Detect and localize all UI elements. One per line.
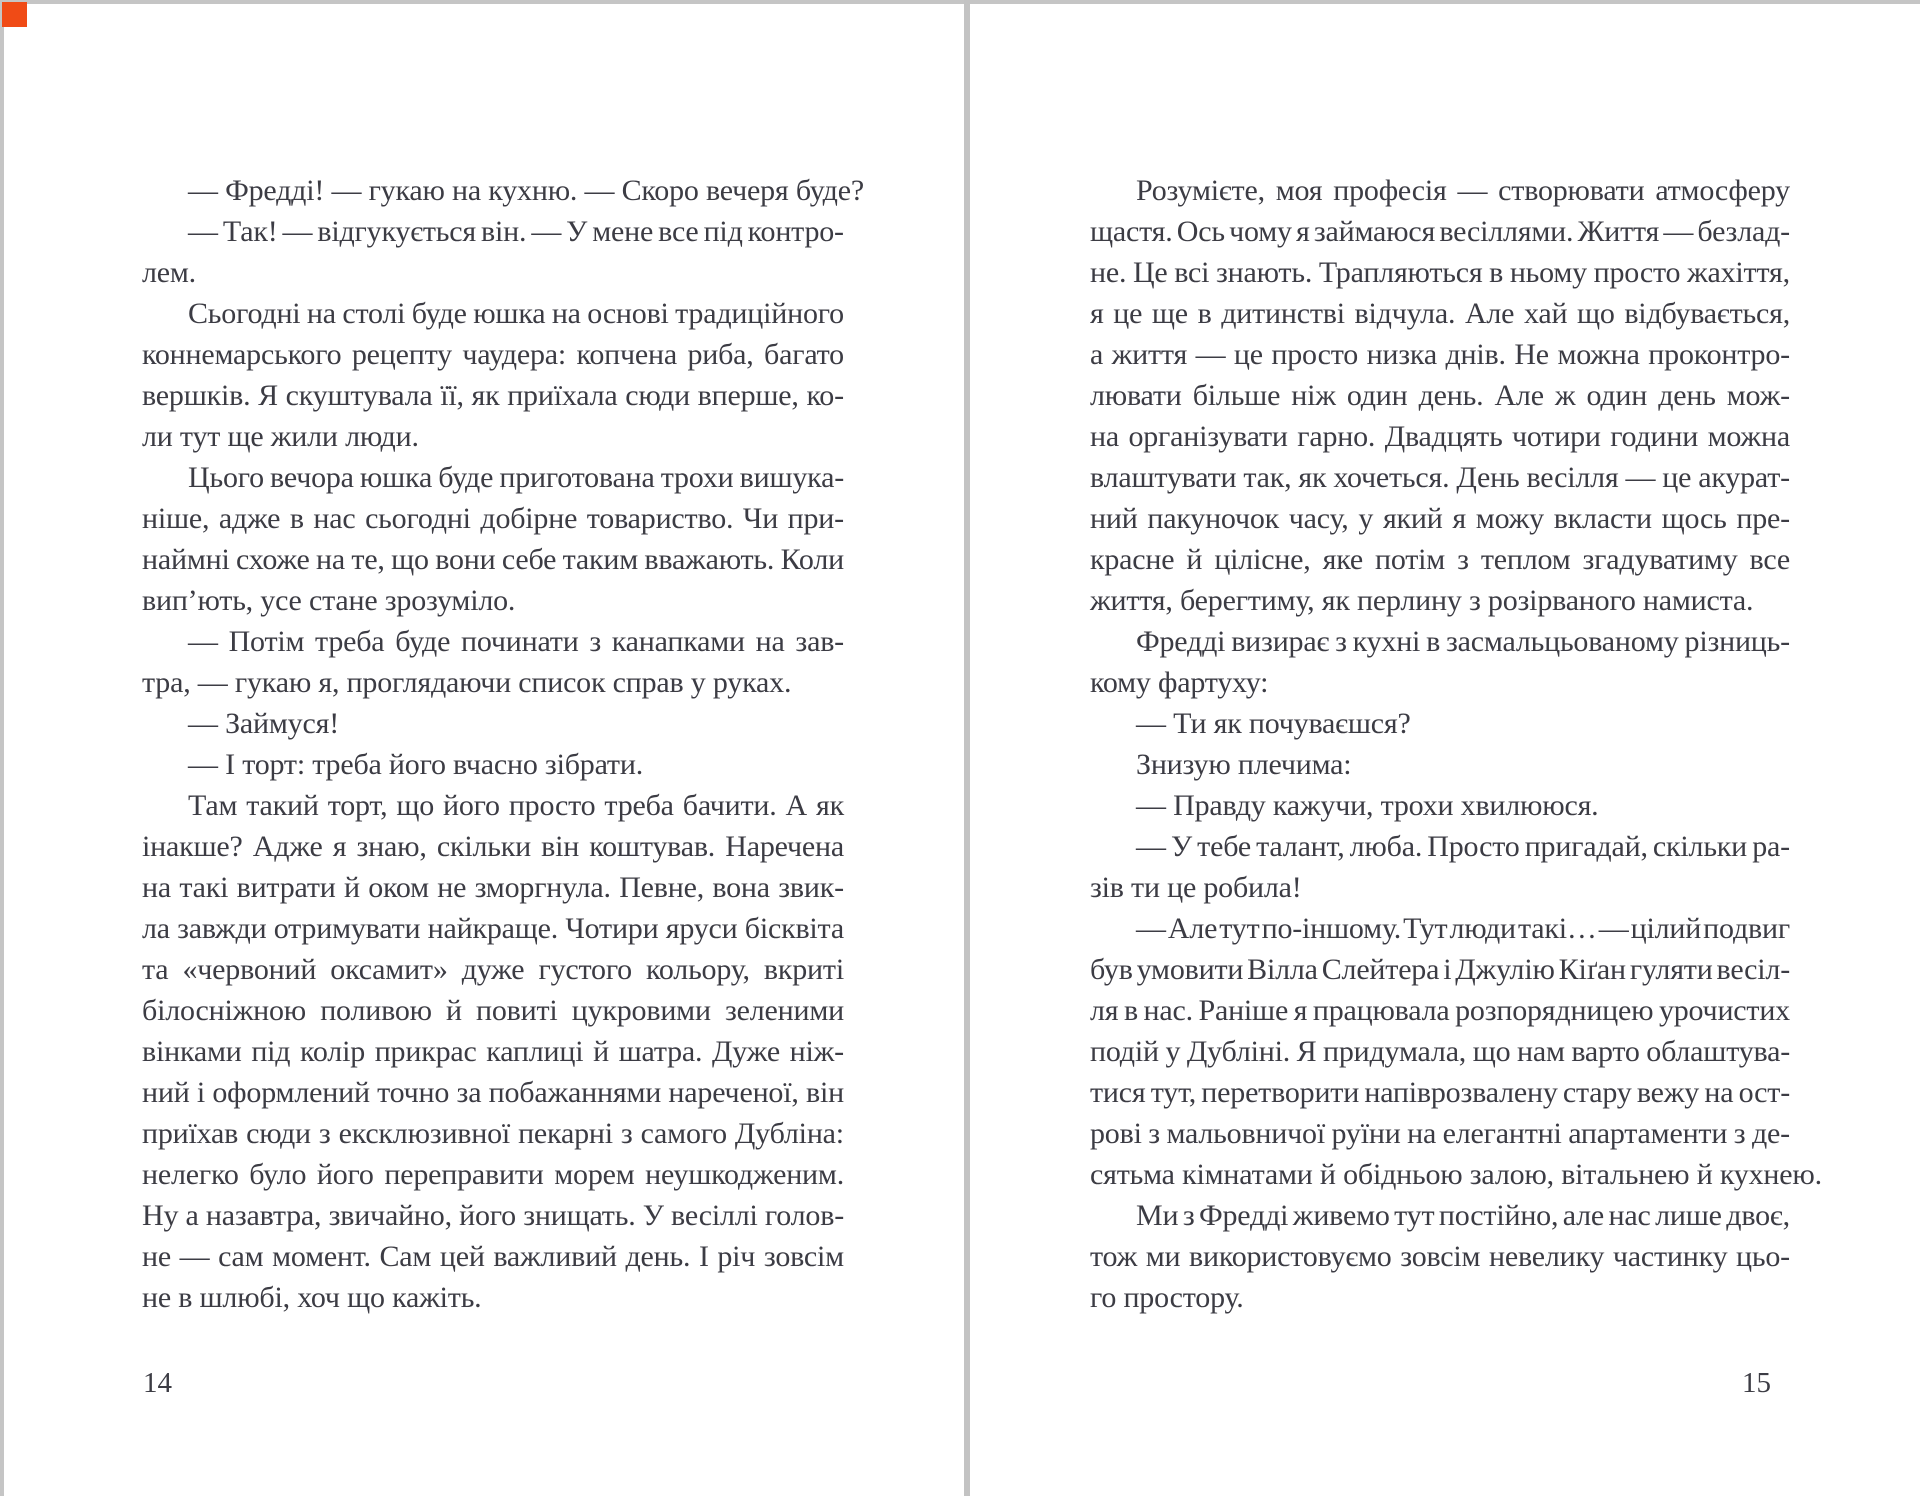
text-line: життя, берегтиму, як перлину з розірваного намиста.	[1090, 584, 1754, 617]
text-line: на організувати гарно. Двадцять чотири години можна	[1090, 420, 1790, 453]
text-line: вінками під колір прикрас каплиці й шатра. Дуже ніж-	[142, 1035, 844, 1068]
page-number-left: 14	[143, 1367, 172, 1399]
text-line: щастя. Ось чому я займаюся весіллями. Життя — безлад-	[1090, 215, 1790, 248]
text-line: та «червоний оксамит» дуже густого кольору, вкриті	[142, 953, 844, 986]
text-line: Ми з Фредді живемо тут постійно, але нас лише двоє,	[1136, 1199, 1790, 1232]
text-line: красне й цілісне, яке потім з теплом згадуватиму все	[1090, 543, 1790, 576]
text-line: рові з мальовничої руїни на елегантні апартаменти з де-	[1090, 1117, 1790, 1150]
text-line: Розумієте, моя професія — створювати атмосферу	[1136, 174, 1790, 207]
text-line: білосніжною поливою й повиті цукровими зеленими	[142, 994, 844, 1027]
orange-corner-marker	[2, 2, 27, 27]
text-line: Там такий торт, що його просто треба бачити. А як	[188, 789, 844, 822]
frame-left-border	[0, 0, 4, 1496]
frame-top-border	[0, 0, 1920, 4]
text-line: — У тебе талант, люба. Просто пригадай, скільки ра-	[1136, 830, 1790, 863]
text-line: нелегко було його переправити морем неушкодженим.	[142, 1158, 844, 1191]
page-gutter-divider	[964, 0, 970, 1496]
text-line: ли тут ще жили люди.	[142, 420, 419, 453]
text-line: Фредді визирає з кухні в засмальцьованому різниць-	[1136, 625, 1790, 658]
text-line: го простору.	[1090, 1281, 1244, 1314]
text-line: Сьогодні на столі буде юшка на основі традиційного	[188, 297, 844, 330]
text-line: вип’ють, усе стане зрозуміло.	[142, 584, 516, 617]
text-line: тра, — гукаю я, проглядаючи список справ у руках.	[142, 666, 792, 699]
text-line: тож ми використовуємо зовсім невелику частинку цьо-	[1090, 1240, 1790, 1273]
text-line: подій у Дубліні. Я придумала, що нам варто облаштува-	[1090, 1035, 1790, 1068]
text-line: ля в нас. Раніше я працювала розпорядницею урочистих	[1090, 994, 1790, 1027]
text-line: не — сам момент. Сам цей важливий день. І річ зовсім	[142, 1240, 844, 1273]
text-line: зів ти це робила!	[1090, 871, 1302, 904]
text-line: ніше, адже в нас сьогодні добірне товариство. Чи при-	[142, 502, 844, 535]
text-line: — Займуся!	[188, 707, 339, 740]
page-number-right: 15	[1742, 1367, 1771, 1399]
text-line: коннемарського рецепту чаудера: копчена риба, багато	[142, 338, 844, 371]
text-line: влаштувати так, як хочеться. День весілля — це акурат-	[1090, 461, 1790, 494]
text-line: не. Це всі знають. Трапляються в ньому просто жахіття,	[1090, 256, 1790, 289]
text-line: не в шлюбі, хоч що кажіть.	[142, 1281, 482, 1314]
text-line: ний пакуночок часу, у який я можу вкласти щось пре-	[1090, 502, 1790, 535]
page-15-text	[1090, 170, 1822, 1318]
text-line: Цього вечора юшка буде приготована трохи вишука-	[188, 461, 844, 494]
text-line: — Але тут по-іншому. Тут люди такі… — цілий подвиг	[1136, 912, 1790, 945]
text-line: Ну а назавтра, звичайно, його знищать. У весіллі голов-	[142, 1199, 844, 1232]
text-line: інакше? Адже я знаю, скільки він коштував. Наречена	[142, 830, 844, 863]
text-line: Знизую плечима:	[1136, 748, 1352, 781]
text-line: я це ще в дитинстві відчула. Але хай що відбувається,	[1090, 297, 1790, 330]
text-line: — Правду кажучи, трохи хвилююся.	[1136, 789, 1599, 822]
text-line: — І торт: треба його вчасно зібрати.	[188, 748, 643, 781]
text-line: лювати більше ніж один день. Але ж один день мож-	[1090, 379, 1790, 412]
page-14-text	[142, 170, 864, 1318]
text-line: приїхав сюди з ексклюзивної пекарні з самого Дубліна:	[142, 1117, 844, 1150]
text-line: кому фартуху:	[1090, 666, 1269, 699]
text-line: ний і оформлений точно за побажаннями нареченої, він	[142, 1076, 844, 1109]
text-line: — Фредді! — гукаю на кухню. — Скоро вечеря буде?	[188, 174, 864, 207]
text-line: сятьма кімнатами й обідньою залою, вітальнею й кухнею.	[1090, 1158, 1822, 1191]
text-line: — Так! — відгукується він. — У мене все під контро-	[188, 215, 844, 248]
text-line: а життя — це просто низка днів. Не можна проконтро-	[1090, 338, 1790, 371]
text-line: — Ти як почуваєшся?	[1136, 707, 1411, 740]
text-line: був умовити Вілла Слейтера і Джулію Кіґан гуляти весіл-	[1090, 953, 1790, 986]
text-line: ла завжди отримувати найкраще. Чотири яруси бісквіта	[142, 912, 844, 945]
text-line: лем.	[142, 256, 196, 289]
text-line: — Потім треба буде починати з канапками на зав-	[188, 625, 844, 658]
text-line: наймні схоже на те, що вони себе таким вважають. Коли	[142, 543, 844, 576]
text-line: тися тут, перетворити напіврозвалену стару вежу на ост-	[1090, 1076, 1790, 1109]
text-line: вершків. Я скуштувала її, як приїхала сюди вперше, ко-	[142, 379, 844, 412]
text-line: на такі витрати й оком не зморгнула. Певне, вона звик-	[142, 871, 844, 904]
